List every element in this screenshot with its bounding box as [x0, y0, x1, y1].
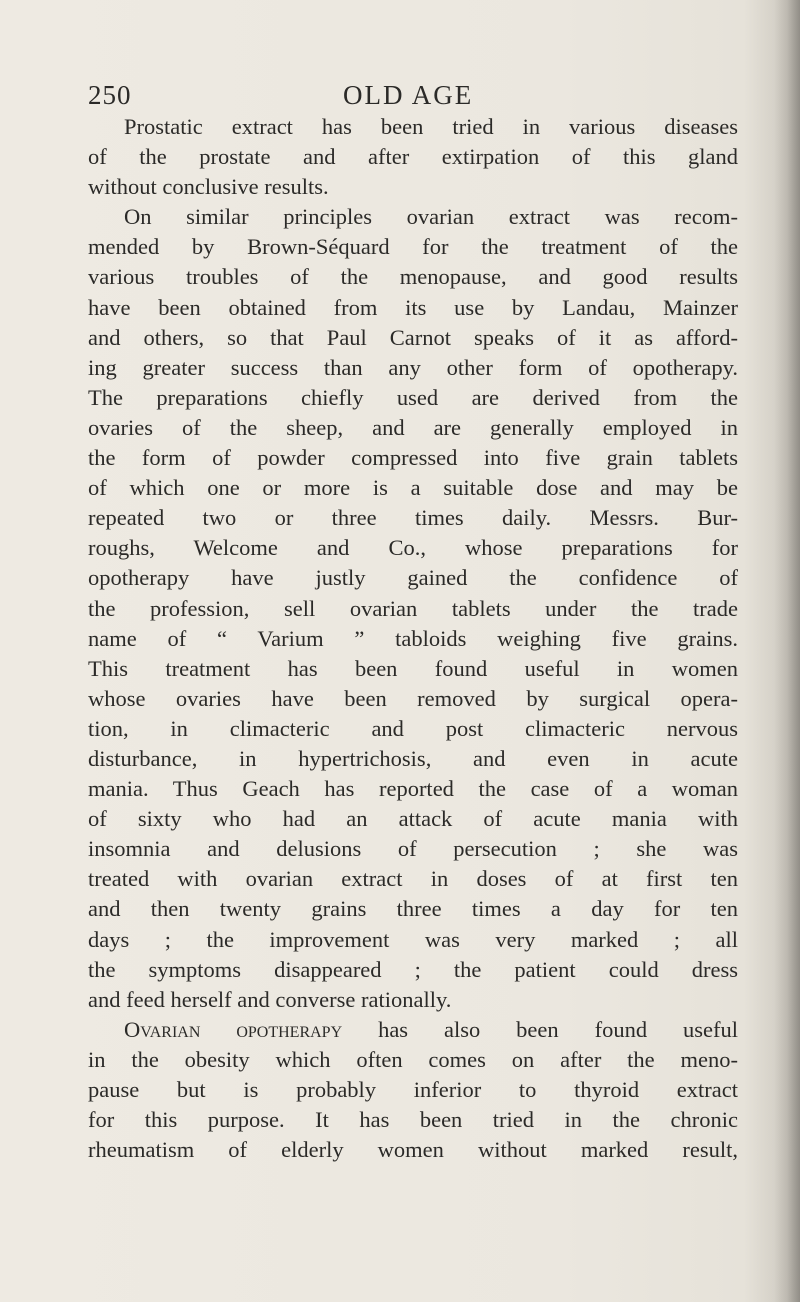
line-text: have been obtained from its use by Landau, Mainzer [88, 294, 738, 320]
text-line [88, 142, 738, 172]
line-text: ing greater success than any other form of opotherapy. [88, 354, 738, 380]
line-text: roughs, Welcome and Co., whose preparations for [88, 535, 738, 561]
line-text: disturbance, in hypertrichosis, and even in acute [88, 745, 738, 771]
text-line [88, 1135, 738, 1165]
line-text: and feed herself and converse rationally. [88, 986, 452, 1012]
line-text: for this purpose. It has been tried in the chronic [88, 1107, 738, 1133]
text-line [88, 925, 738, 955]
line-text: name of “ Varium ” tabloids weighing five grains. [88, 625, 738, 651]
line-text: rheumatism of elderly women without marked result, [88, 1137, 738, 1163]
text-line [88, 714, 738, 744]
text-line [88, 533, 738, 563]
running-title: OLD AGE [343, 80, 474, 110]
line-text: On similar principles ovarian extract was recom- [124, 204, 738, 230]
text-line [88, 774, 738, 804]
text-line [88, 834, 738, 864]
line-text: in the obesity which often comes on after the meno- [88, 1046, 738, 1072]
text-line [88, 804, 738, 834]
line-text: the symptoms disappeared ; the patient could dress [88, 956, 738, 982]
line-text: insomnia and delusions of persecution ; she was [88, 836, 738, 862]
text-line [88, 1075, 738, 1105]
text-line [88, 594, 738, 624]
line-text: of which one or more is a suitable dose and may be [88, 475, 738, 501]
text-line [88, 684, 738, 714]
text-line [88, 473, 738, 503]
paragraph-lead-in: Ovarian opotherapy [124, 1016, 343, 1042]
line-text: without conclusive results. [88, 174, 329, 200]
line-text: of the prostate and after extirpation of this gland [88, 144, 738, 170]
text-line [88, 262, 738, 292]
text-line [88, 202, 738, 232]
line-text: treated with ovarian extract in doses of at first ten [88, 866, 738, 892]
text-line [88, 563, 738, 593]
line-text: mended by Brown-Séquard for the treatment of the [88, 234, 738, 260]
text-line [88, 323, 738, 353]
line-text: the form of powder compressed into five grain tablets [88, 445, 738, 471]
text-line [88, 654, 738, 684]
line-text: Prostatic extract has been tried in various diseases [124, 114, 738, 139]
page-gutter-shadow [774, 0, 800, 1302]
text-line [88, 413, 738, 443]
text-line [88, 503, 738, 533]
line-text: repeated two or three times daily. Messrs. Bur- [88, 505, 738, 531]
text-line [88, 864, 738, 894]
line-text: ovaries of the sheep, and are generally employed in [88, 414, 738, 440]
text-line [88, 1045, 738, 1075]
line-text: tion, in climacteric and post climacteric nervous [88, 715, 738, 741]
line-text: has also been found useful [342, 1016, 738, 1042]
line-text: opotherapy have justly gained the confidence of [88, 565, 738, 591]
page-number: 250 [88, 80, 132, 110]
text-line [88, 624, 738, 654]
line-text: mania. Thus Geach has reported the case of a woman [88, 776, 738, 802]
line-text: various troubles of the menopause, and good results [88, 264, 738, 290]
body-text [88, 112, 738, 1165]
line-text: days ; the improvement was very marked ; all [88, 926, 738, 952]
text-line [88, 955, 738, 985]
text-line [88, 383, 738, 413]
line-text: and then twenty grains three times a day for ten [88, 896, 738, 922]
text-line [88, 353, 738, 383]
text-line [88, 112, 738, 142]
line-text: pause but is probably inferior to thyroid extract [88, 1077, 738, 1102]
line-text: The preparations chiefly used are derived from the [88, 384, 738, 410]
text-line [88, 172, 738, 202]
line-text: the profession, sell ovarian tablets under the trade [88, 595, 738, 621]
line-text: whose ovaries have been removed by surgical opera- [88, 685, 738, 711]
text-line [88, 744, 738, 774]
text-line [88, 985, 738, 1015]
text-line [88, 894, 738, 924]
text-line [88, 443, 738, 473]
text-line [88, 232, 738, 262]
text-line [88, 1105, 738, 1135]
text-line [88, 1015, 738, 1045]
line-text: of sixty who had an attack of acute mania with [88, 806, 738, 832]
line-text: and others, so that Paul Carnot speaks of it as afford- [88, 324, 738, 350]
text-line [88, 293, 738, 323]
line-text: This treatment has been found useful in women [88, 655, 738, 681]
